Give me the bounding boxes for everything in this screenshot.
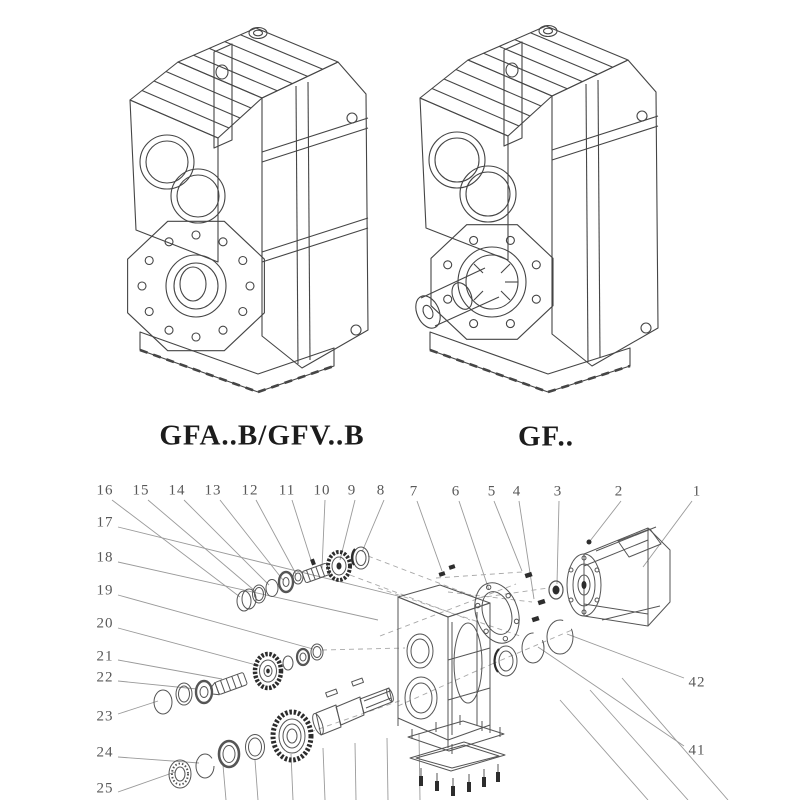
callout-7: 7	[409, 483, 419, 500]
part-flange-cover	[467, 577, 526, 649]
part-key	[352, 678, 364, 686]
part-washer	[283, 656, 293, 670]
part-bolt	[310, 558, 316, 565]
callout-13: 13	[204, 482, 222, 499]
callout-21: 21	[96, 648, 114, 665]
part-intermediate-pinion	[209, 672, 247, 697]
exploded-parts-diagram	[112, 500, 728, 800]
output-shaft-boss	[411, 225, 553, 340]
part-output-gear	[273, 712, 311, 760]
housing	[398, 585, 490, 748]
part-gear-small	[328, 552, 350, 580]
callout-3: 3	[553, 483, 563, 500]
callout-1: 1	[692, 483, 702, 500]
callout-23: 23	[96, 708, 114, 725]
motor	[567, 527, 670, 626]
callout-9: 9	[347, 482, 357, 499]
output-shaft-parts	[169, 678, 395, 788]
output-flange	[128, 221, 265, 350]
callout-4: 4	[512, 483, 522, 500]
part-output-bearing	[495, 646, 517, 676]
assembly-dashed-axes	[310, 556, 572, 732]
part-circlip	[522, 633, 544, 663]
callout-15: 15	[132, 482, 150, 499]
flange-and-output-bearing	[439, 540, 592, 677]
part-flat-gear	[255, 654, 281, 688]
callout-14: 14	[168, 482, 186, 499]
callout-25: 25	[96, 780, 114, 797]
callout-12: 12	[241, 482, 259, 499]
part-key	[326, 689, 338, 697]
part-ring	[246, 735, 265, 760]
callout-22: 22	[96, 669, 114, 686]
part-coupling	[549, 581, 563, 599]
part-seal	[219, 741, 239, 767]
figure-label-gfab-gfvb: GFA..B/GFV..B	[159, 419, 365, 452]
callout-20: 20	[96, 615, 114, 632]
part-circlip	[547, 620, 573, 654]
callout-24: 24	[96, 744, 114, 761]
callout-17: 17	[96, 514, 114, 531]
figure-label-gf: GF..	[517, 420, 575, 453]
callout-10: 10	[313, 482, 331, 499]
part-bearing	[297, 649, 309, 665]
part-washer	[266, 580, 278, 597]
callout-11: 11	[278, 482, 296, 499]
part-seal-ring	[154, 690, 172, 714]
callout-42: 42	[688, 674, 706, 691]
callout-18: 18	[96, 549, 114, 566]
callout-2: 2	[614, 483, 624, 500]
flange-bolts	[439, 540, 592, 623]
intermediate-shaft-parts	[154, 644, 323, 714]
part-ring	[311, 644, 323, 660]
callout-19: 19	[96, 582, 114, 599]
callout-41: 41	[688, 742, 706, 759]
part-bearing	[196, 681, 212, 703]
input-shaft-parts	[237, 547, 369, 611]
callout-5: 5	[487, 483, 497, 500]
part-bearing	[279, 572, 293, 592]
part-bearing	[352, 547, 369, 569]
base-bolts	[419, 772, 500, 796]
callout-16: 16	[96, 482, 114, 499]
callout-8: 8	[376, 482, 386, 499]
part-ring	[253, 585, 266, 603]
part-washer	[293, 570, 303, 584]
gearbox-drawing-gf	[411, 26, 658, 393]
gearbox-drawing-gfab-gfvb	[128, 28, 368, 393]
part-output-shaft	[310, 688, 394, 736]
part-ring	[176, 683, 192, 705]
callout-6: 6	[451, 483, 461, 500]
part-circlip	[196, 754, 214, 778]
part-ball-bearing	[169, 760, 191, 788]
